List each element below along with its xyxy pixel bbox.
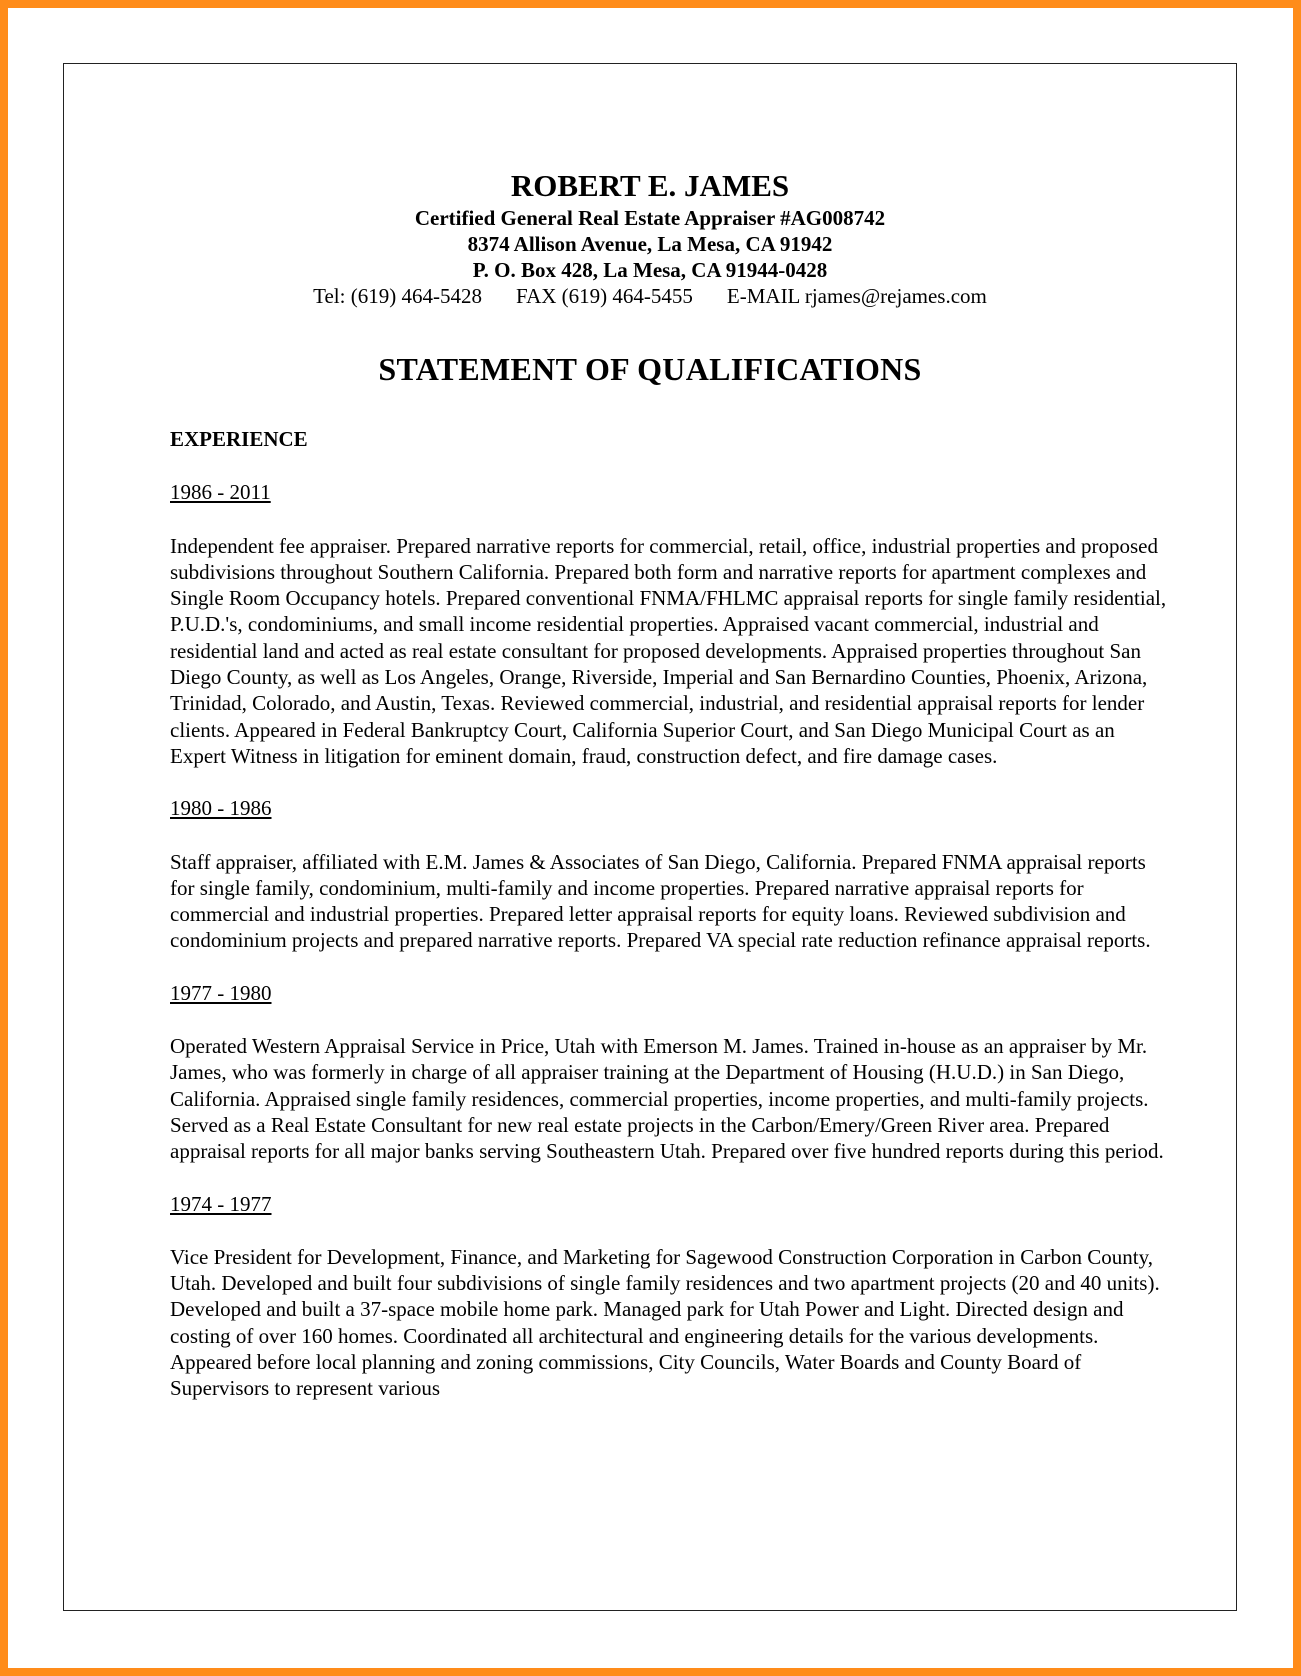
phone-number: Tel: (619) 464-5428 bbox=[313, 284, 482, 308]
entry-description: Staff appraiser, affiliated with E.M. James & Associates of San Diego, California. Prepared FNMA appraisal reports for single family, condominium, multi-family and income properties. Prepared narrative appraisal reports for commercial and industrial properties. Prepared letter appraisal reports for equity loans. Reviewed subdivision and condominium projects and prepared narrative reports. Prepared VA special rate reduction refinance appraisal reports. bbox=[170, 849, 1151, 953]
applicant-name: ROBERT E. JAMES bbox=[510, 168, 790, 203]
document-page bbox=[63, 63, 1237, 1611]
fax-number: FAX (619) 464-5455 bbox=[515, 284, 693, 308]
contact-line bbox=[64, 283, 1236, 310]
section-heading-experience: EXPERIENCE bbox=[170, 427, 308, 451]
entry-period: 1980 - 1986 bbox=[170, 796, 272, 821]
entry-description: Operated Western Appraisal Service in Price, Utah with Emerson M. James. Trained in-house as an appraiser by Mr. James, who was formerly in charge of all appraiser training at the Department of Housing (H.U.D.) in San Diego, California. Appraised single family residences, commercial properties, income properties, and multi-family projects. Served as a Real Estate Consultant for new real estate projects in the Carbon/Emery/Green River area. Prepared appraisal reports for all major banks serving Southeastern Utah. Prepared over five hundred reports during this period. bbox=[170, 1034, 1164, 1164]
entry-period: 1986 - 2011 bbox=[170, 480, 271, 505]
entry-description: Independent fee appraiser. Prepared narrative reports for commercial, retail, office, industrial properties and proposed subdivisions throughout Southern California. Prepared both form and narrative reports for apartment complexes and Single Room Occupancy hotels. Prepared conventional FNMA/FHLMC appraisal reports for single family residential, P.U.D.'s, condominiums, and small income residential properties. Appraised vacant commercial, industrial and residential land and acted as real estate consultant for proposed developments. Appraised properties throughout San Diego County, as well as Los Angeles, Orange, Riverside, Imperial and San Bernardino Counties, Phoenix, Arizona, Trinidad, Colorado, and Austin, Texas. Reviewed commercial, industrial, and residential appraisal reports for lender clients. Appeared in Federal Bankruptcy Court, California Superior Court, and San Diego Municipal Court as an Expert Witness in litigation for eminent domain, fraud, construction defect, and fire damage cases. bbox=[170, 533, 1167, 768]
entry-period: 1977 - 1980 bbox=[170, 980, 272, 1005]
po-box-address: P. O. Box 428, La Mesa, CA 91944-0428 bbox=[472, 258, 828, 282]
letterhead bbox=[64, 167, 1236, 310]
document-title: STATEMENT OF QUALIFICATIONS bbox=[378, 351, 922, 387]
entry-description: Vice President for Development, Finance, and Marketing for Sagewood Construction Corporation in Carbon County, Utah. Developed and built four subdivisions of single family residences and two apartment projects (20 and 40 units). Developed and built a 37-space mobile home park. Managed park for Utah Power and Light. Directed design and costing of over 160 homes. Coordinated all architectural and engineering details for the various developments. Appeared before local planning and zoning commissions, City Councils, Water Boards and County Board of Supervisors to represent various bbox=[170, 1244, 1160, 1401]
email-address: E-MAIL rjames@rejames.com bbox=[726, 284, 987, 308]
entry-period: 1974 - 1977 bbox=[170, 1191, 272, 1216]
certification-line: Certified General Real Estate Appraiser #AG008742 bbox=[414, 206, 886, 230]
experience-section bbox=[170, 426, 1170, 1428]
street-address: 8374 Allison Avenue, La Mesa, CA 91942 bbox=[467, 232, 833, 256]
